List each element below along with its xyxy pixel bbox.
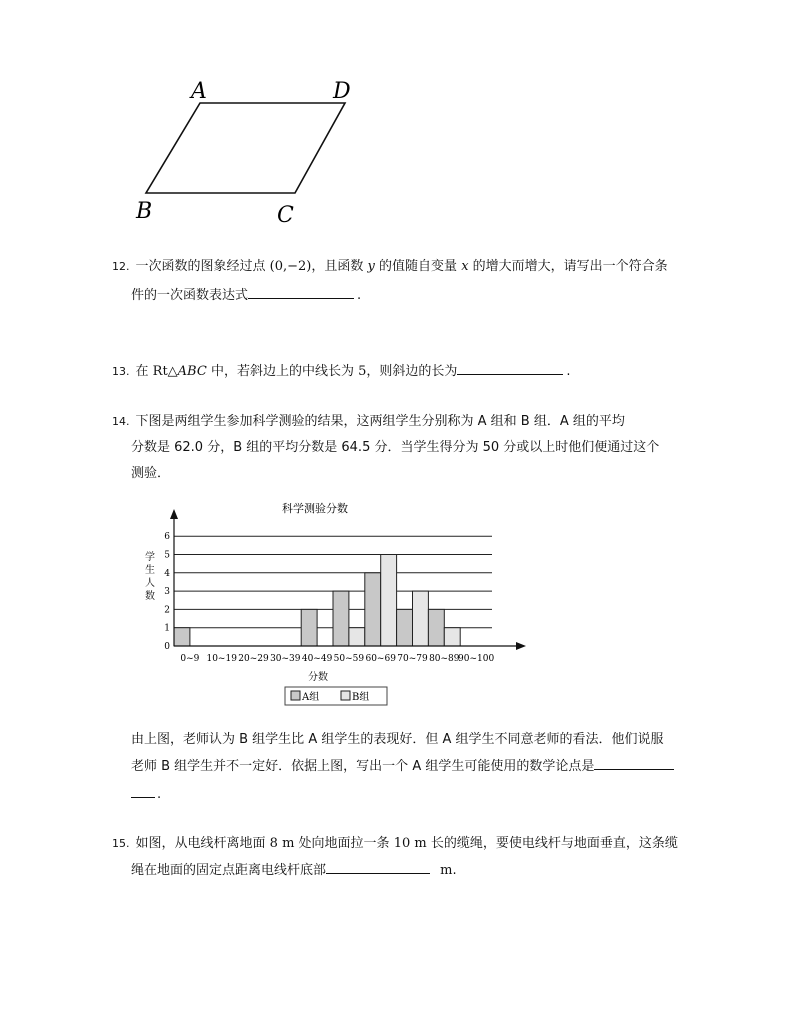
x-tick-label: 70~79 xyxy=(397,654,428,664)
y-axis-label-text: 学生人数 xyxy=(145,552,155,602)
bar-a-50~59 xyxy=(333,591,349,646)
legend-swatch xyxy=(341,691,350,700)
x-axis-label: 分数 xyxy=(308,672,328,683)
y-axis-arrow xyxy=(170,509,178,519)
answer-blank-continued[interactable] xyxy=(131,784,155,798)
chart-bars xyxy=(174,555,460,647)
bar-a-40~49 xyxy=(301,609,317,646)
question-number: 15. xyxy=(112,837,130,850)
bar-a-60~69 xyxy=(365,573,381,646)
answer-blank[interactable] xyxy=(457,361,563,375)
question-12-line2: 件的一次函数表达式 . xyxy=(131,285,361,306)
x-tick-label: 0~9 xyxy=(180,654,200,664)
question-number: 13. xyxy=(112,365,130,378)
question-14-after2: 老师 B 组学生并不一定好．依据上图，写出一个 A 组学生可能使用的数学论点是 xyxy=(131,756,674,777)
legend-swatch xyxy=(291,691,300,700)
question-number: 12. xyxy=(112,260,130,273)
bar-b-70~79 xyxy=(413,591,429,646)
x-tick-label: 50~59 xyxy=(333,654,365,664)
question-14-line3: 测验． xyxy=(131,466,171,481)
y-axis-label xyxy=(145,550,155,602)
question-14-after3: . xyxy=(131,784,161,805)
y-tick-label: 0 xyxy=(164,642,170,652)
y-tick-label: 2 xyxy=(164,605,170,616)
y-tick-label: 1 xyxy=(164,623,170,634)
bar-a-80~89 xyxy=(428,609,444,646)
bar-b-60~69 xyxy=(381,555,397,647)
x-tick-label: 90~100 xyxy=(458,654,495,664)
x-axis-arrow xyxy=(516,642,526,650)
parallelogram-shape xyxy=(146,103,345,193)
chart-title: 科学测验分数 xyxy=(282,502,348,515)
parallelogram-figure xyxy=(0,0,794,240)
answer-blank[interactable] xyxy=(248,285,354,299)
bar-a-0~9 xyxy=(174,628,190,646)
question-number: 14. xyxy=(112,415,130,428)
y-tick-label: 4 xyxy=(164,568,170,579)
bar-b-50~59 xyxy=(349,628,365,646)
vertex-label-c: C xyxy=(277,203,294,228)
question-13: 13. 在 Rt△ABC 中，若斜边上的中线长为 5，则斜边的长为 . xyxy=(112,361,571,382)
chart-legend xyxy=(285,687,387,705)
bar-a-70~79 xyxy=(397,609,413,646)
legend-label: A组 xyxy=(302,692,320,703)
x-tick-label: 10~19 xyxy=(206,654,237,664)
question-14-line2: 分数是 62.0 分，B 组的平均分数是 64.5 分．当学生得分为 50 分或以上时他们便通过这个 xyxy=(131,440,660,455)
x-tick-label: 20~29 xyxy=(238,654,269,664)
vertex-label-a: A xyxy=(191,79,207,104)
y-tick-label: 6 xyxy=(164,532,170,543)
answer-blank[interactable] xyxy=(326,860,430,874)
vertex-label-d: D xyxy=(333,79,351,104)
x-tick-label: 30~39 xyxy=(270,654,301,664)
x-tick-label: 60~69 xyxy=(365,654,396,664)
score-bar-chart xyxy=(0,496,794,736)
question-15-line2: 绳在地面的固定点距离电线杆底部 m. xyxy=(131,860,457,881)
question-14-after1: 由上图，老师认为 B 组学生比 A 组学生的表现好．但 A 组学生不同意老师的看法．他们说服 xyxy=(131,732,664,747)
vertex-label-b: B xyxy=(136,199,153,224)
question-14-line1: 14. 下图是两组学生参加科学测验的结果，这两组学生分别称为 A 组和 B 组．A 组的平均 xyxy=(112,414,625,429)
answer-blank[interactable] xyxy=(594,756,674,770)
x-tick-label: 80~89 xyxy=(429,654,460,664)
y-tick-label: 5 xyxy=(164,550,170,561)
question-15-line1: 15. 如图，从电线杆离地面 8 m 处向地面拉一条 10 m 长的缆绳，要使电线杆与地面垂直，这条缆 xyxy=(112,836,678,851)
y-tick-label: 3 xyxy=(164,587,170,598)
question-12-line1: 12. 一次函数的图象经过点 (0,−2)，且函数 y 的值随自变量 x 的增大而增大，请写出一个符合条 xyxy=(112,259,668,274)
bar-b-80~89 xyxy=(444,628,460,646)
legend-label: B组 xyxy=(352,692,370,703)
x-tick-label: 40~49 xyxy=(301,654,333,664)
